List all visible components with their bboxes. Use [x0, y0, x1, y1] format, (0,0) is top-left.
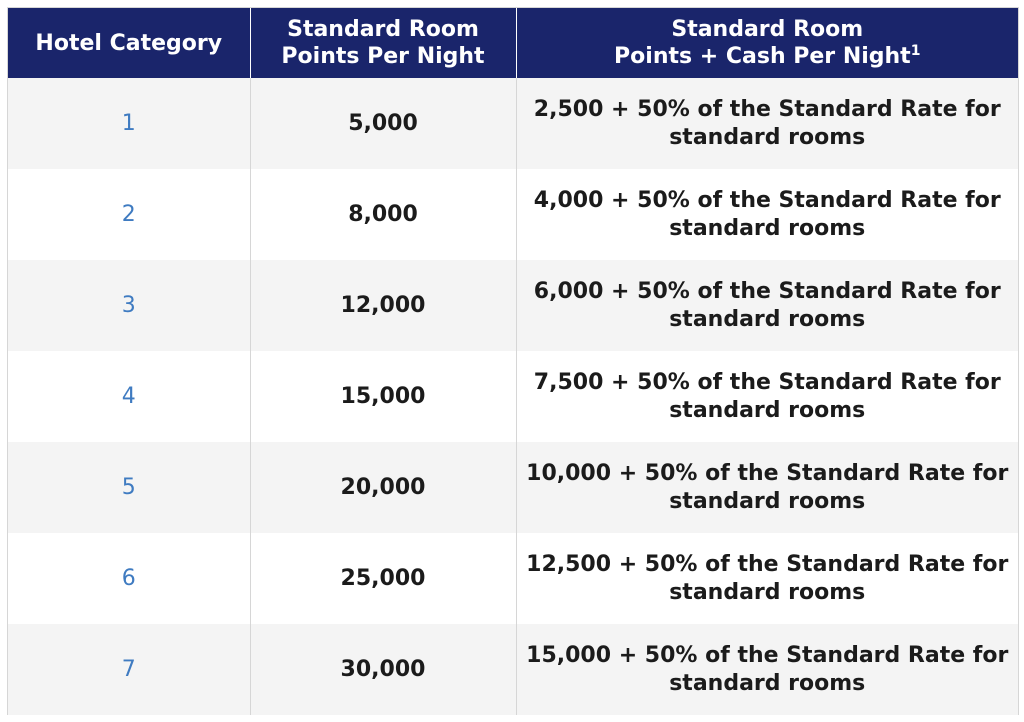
- points-cash-cell: [516, 351, 1018, 442]
- header-cash-line2: Points + Cash Per Night: [614, 44, 911, 69]
- table-header: [8, 8, 1018, 78]
- table-row: [8, 533, 1018, 624]
- table-row: [8, 351, 1018, 442]
- points-cash-line1: 12,500 + 50% of the Standard Rate for: [526, 551, 1009, 577]
- points-cash-line2: standard rooms: [669, 124, 866, 150]
- header-points-line1: Standard Room: [287, 17, 479, 42]
- points-cell: 15,000: [250, 351, 516, 442]
- table-row: [8, 624, 1018, 715]
- points-cash-line1: 15,000 + 50% of the Standard Rate for: [526, 642, 1009, 668]
- header-row: [8, 8, 1018, 78]
- header-hotel-category-label: Hotel Category: [35, 30, 223, 56]
- footnote-marker: 1: [910, 43, 921, 59]
- header-points-cash-per-night: [516, 8, 1018, 78]
- category-cell: 6: [8, 533, 250, 624]
- points-cell: 12,000: [250, 260, 516, 351]
- header-points-per-night: [250, 8, 516, 78]
- points-cash-line1: 4,000 + 50% of the Standard Rate for: [533, 187, 1001, 213]
- header-points-line2: Points Per Night: [281, 44, 485, 69]
- header-cash-line1: Standard Room: [671, 17, 864, 42]
- category-cell: 3: [8, 260, 250, 351]
- points-cell: 30,000: [250, 624, 516, 715]
- points-cash-line1: 6,000 + 50% of the Standard Rate for: [533, 278, 1001, 304]
- points-cash-line2: standard rooms: [669, 579, 866, 605]
- points-cash-line2: standard rooms: [669, 670, 866, 696]
- points-table-container: [7, 7, 1019, 715]
- points-cash-cell: [516, 78, 1018, 169]
- points-cash-cell: [516, 533, 1018, 624]
- points-cash-cell: [516, 442, 1018, 533]
- points-cash-line1: 7,500 + 50% of the Standard Rate for: [533, 369, 1001, 395]
- category-cell: 1: [8, 78, 250, 169]
- table-row: [8, 260, 1018, 351]
- points-cell: 25,000: [250, 533, 516, 624]
- table-body: [8, 78, 1018, 715]
- category-cell: 2: [8, 169, 250, 260]
- header-hotel-category: [8, 8, 250, 78]
- points-cash-line2: standard rooms: [669, 306, 866, 332]
- points-cash-cell: [516, 169, 1018, 260]
- points-cash-cell: [516, 624, 1018, 715]
- points-cell: 8,000: [250, 169, 516, 260]
- hotel-points-table: [8, 8, 1018, 715]
- category-cell: 5: [8, 442, 250, 533]
- points-cash-line1: 10,000 + 50% of the Standard Rate for: [526, 460, 1009, 486]
- points-cash-line1: 2,500 + 50% of the Standard Rate for: [533, 96, 1001, 122]
- points-cell: 5,000: [250, 78, 516, 169]
- category-cell: 7: [8, 624, 250, 715]
- header-cash-line2-wrap: [525, 43, 1011, 70]
- table-row: [8, 442, 1018, 533]
- points-cell: 20,000: [250, 442, 516, 533]
- points-cash-line2: standard rooms: [669, 397, 866, 423]
- category-cell: 4: [8, 351, 250, 442]
- points-cash-line2: standard rooms: [669, 488, 866, 514]
- points-cash-line2: standard rooms: [669, 215, 866, 241]
- table-row: [8, 78, 1018, 169]
- table-row: [8, 169, 1018, 260]
- points-cash-cell: [516, 260, 1018, 351]
